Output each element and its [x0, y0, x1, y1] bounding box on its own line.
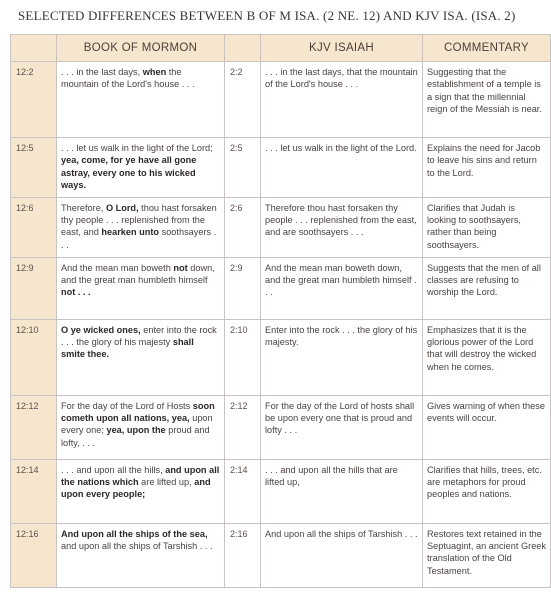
bom-text-segment: Therefore,: [61, 202, 106, 213]
bom-added-text: soon cometh upon all nations, yea,: [61, 400, 215, 424]
kjv-text: And upon all the ships of Tarshish . . .: [261, 523, 423, 587]
bom-text-segment: . . . let us walk in the light of the Lord;: [61, 143, 213, 153]
kjv-text: . . . and upon all the hills that are lifted up,: [261, 459, 423, 523]
bom-text-segment: And the mean man boweth: [61, 262, 174, 273]
header-book-of-mormon: BOOK OF MORMON: [57, 35, 225, 62]
commentary-text: Explains the need for Jacob to leave his sins and return to the Lord.: [423, 138, 551, 198]
table-row: [11, 319, 551, 395]
table-header-row: [11, 35, 551, 62]
bom-text-segment: For the day of the Lord of Hosts: [61, 400, 193, 411]
bom-added-text: not . . .: [61, 287, 91, 298]
kjv-text: . . . in the last days, that the mountain of the Lord's house . . .: [261, 62, 423, 138]
bom-text: [57, 138, 225, 198]
bom-added-text: and upon every people;: [61, 477, 211, 500]
bom-text: [57, 459, 225, 523]
bom-text: [57, 523, 225, 587]
bom-text-segment: thou hast forsaken thy people . . . replenished from the east, and: [61, 202, 217, 238]
table-row: [11, 257, 551, 319]
header-bom-ref: [11, 35, 57, 62]
kjv-reference: 2:2: [225, 62, 261, 138]
bom-added-text: and upon all the nations which: [61, 464, 220, 488]
bom-added-text: when: [142, 67, 167, 77]
kjv-reference: 2:5: [225, 138, 261, 198]
header-commentary: COMMENTARY: [423, 35, 551, 62]
commentary-text: Suggesting that the establishment of a temple is a sign that the millennial reign of the Messiah is near.: [423, 62, 551, 138]
bom-added-text: O ye wicked ones,: [61, 324, 141, 335]
bom-text-segment: the mountain of the Lord's house . . .: [61, 67, 195, 90]
bom-reference: 12:6: [11, 197, 57, 257]
bom-text: [57, 62, 225, 138]
kjv-text: Therefore thou hast forsaken thy people . . . replenished from the east, and are soothsayers . . .: [261, 197, 423, 257]
comparison-table: [10, 34, 551, 588]
bom-text-segment: . . . and upon all the hills,: [61, 464, 166, 475]
bom-added-text: yea, come, for ye have all gone astray, every one to his wicked ways.: [61, 155, 197, 191]
bom-text: [57, 257, 225, 319]
bom-reference: 12:12: [11, 395, 57, 459]
bom-reference: 12:14: [11, 459, 57, 523]
bom-text-segment: are lifted up,: [138, 477, 195, 488]
commentary-text: Clarifies that Judah is looking to soothsayers, rather than being soothsayers.: [423, 197, 551, 257]
bom-added-text: yea, upon the: [106, 425, 166, 436]
bom-reference: 12:16: [11, 523, 57, 587]
bom-text: [57, 197, 225, 257]
table-row: [11, 138, 551, 198]
table-row: [11, 523, 551, 587]
bom-text-segment: . . . in the last days,: [61, 67, 143, 77]
bom-added-text: O Lord,: [105, 202, 139, 213]
bom-reference: 12:2: [11, 62, 57, 138]
bom-text-segment: upon every one;: [61, 413, 213, 436]
kjv-reference: 2:16: [225, 523, 261, 587]
table-body: [11, 62, 551, 588]
bom-added-text: And upon all the ships of the sea,: [61, 528, 208, 539]
kjv-text: For the day of the Lord of hosts shall be upon every one that is proud and lofty . . .: [261, 395, 423, 459]
kjv-text: . . . let us walk in the light of the Lord.: [261, 138, 423, 198]
bom-text-segment: enter into the rock . . . the glory of his majesty: [61, 324, 217, 348]
kjv-reference: 2:12: [225, 395, 261, 459]
commentary-text: Restores text retained in the Septuagint, an ancient Greek translation of the Old Testament.: [423, 523, 551, 587]
kjv-reference: 2:14: [225, 459, 261, 523]
commentary-text: Clarifies that hills, trees, etc. are metaphors for proud peoples and nations.: [423, 459, 551, 523]
bom-text-segment: down, and the great man humbleth himself: [61, 262, 215, 286]
bom-reference: 12:10: [11, 319, 57, 395]
header-kjv-isaiah: KJV ISAIAH: [261, 35, 423, 62]
table-row: [11, 459, 551, 523]
bom-text-segment: and upon all the ships of Tarshish . . .: [61, 541, 213, 552]
kjv-reference: 2:9: [225, 257, 261, 319]
bom-added-text: not: [173, 262, 188, 273]
kjv-text: And the mean man boweth down, and the great man humbleth himself . . .: [261, 257, 423, 319]
kjv-reference: 2:10: [225, 319, 261, 395]
bom-text-segment: soothsayers . . .: [61, 227, 217, 250]
bom-text-segment: proud and lofty, . . .: [61, 425, 210, 448]
bom-reference: 12:5: [11, 138, 57, 198]
bom-text: [57, 319, 225, 395]
table-row: [11, 395, 551, 459]
table-row: [11, 197, 551, 257]
header-kjv-ref: [225, 35, 261, 62]
page-title: SELECTED DIFFERENCES BETWEEN B OF M ISA. (2 NE. 12) AND KJV ISA. (ISA. 2): [18, 8, 516, 23]
commentary-text: Emphasizes that it is the glorious power of the Lord that will destroy the wicked when he comes.: [423, 319, 551, 395]
commentary-text: Suggests that the men of all classes are refusing to worship the Lord.: [423, 257, 551, 319]
bom-text: [57, 395, 225, 459]
bom-added-text: shall smite thee.: [61, 337, 194, 360]
commentary-text: Gives warning of when these events will occur.: [423, 395, 551, 459]
bom-reference: 12:9: [11, 257, 57, 319]
table-row: [11, 62, 551, 138]
kjv-text: Enter into the rock . . . the glory of his majesty.: [261, 319, 423, 395]
kjv-reference: 2:6: [225, 197, 261, 257]
bom-added-text: hearken unto: [101, 227, 160, 238]
